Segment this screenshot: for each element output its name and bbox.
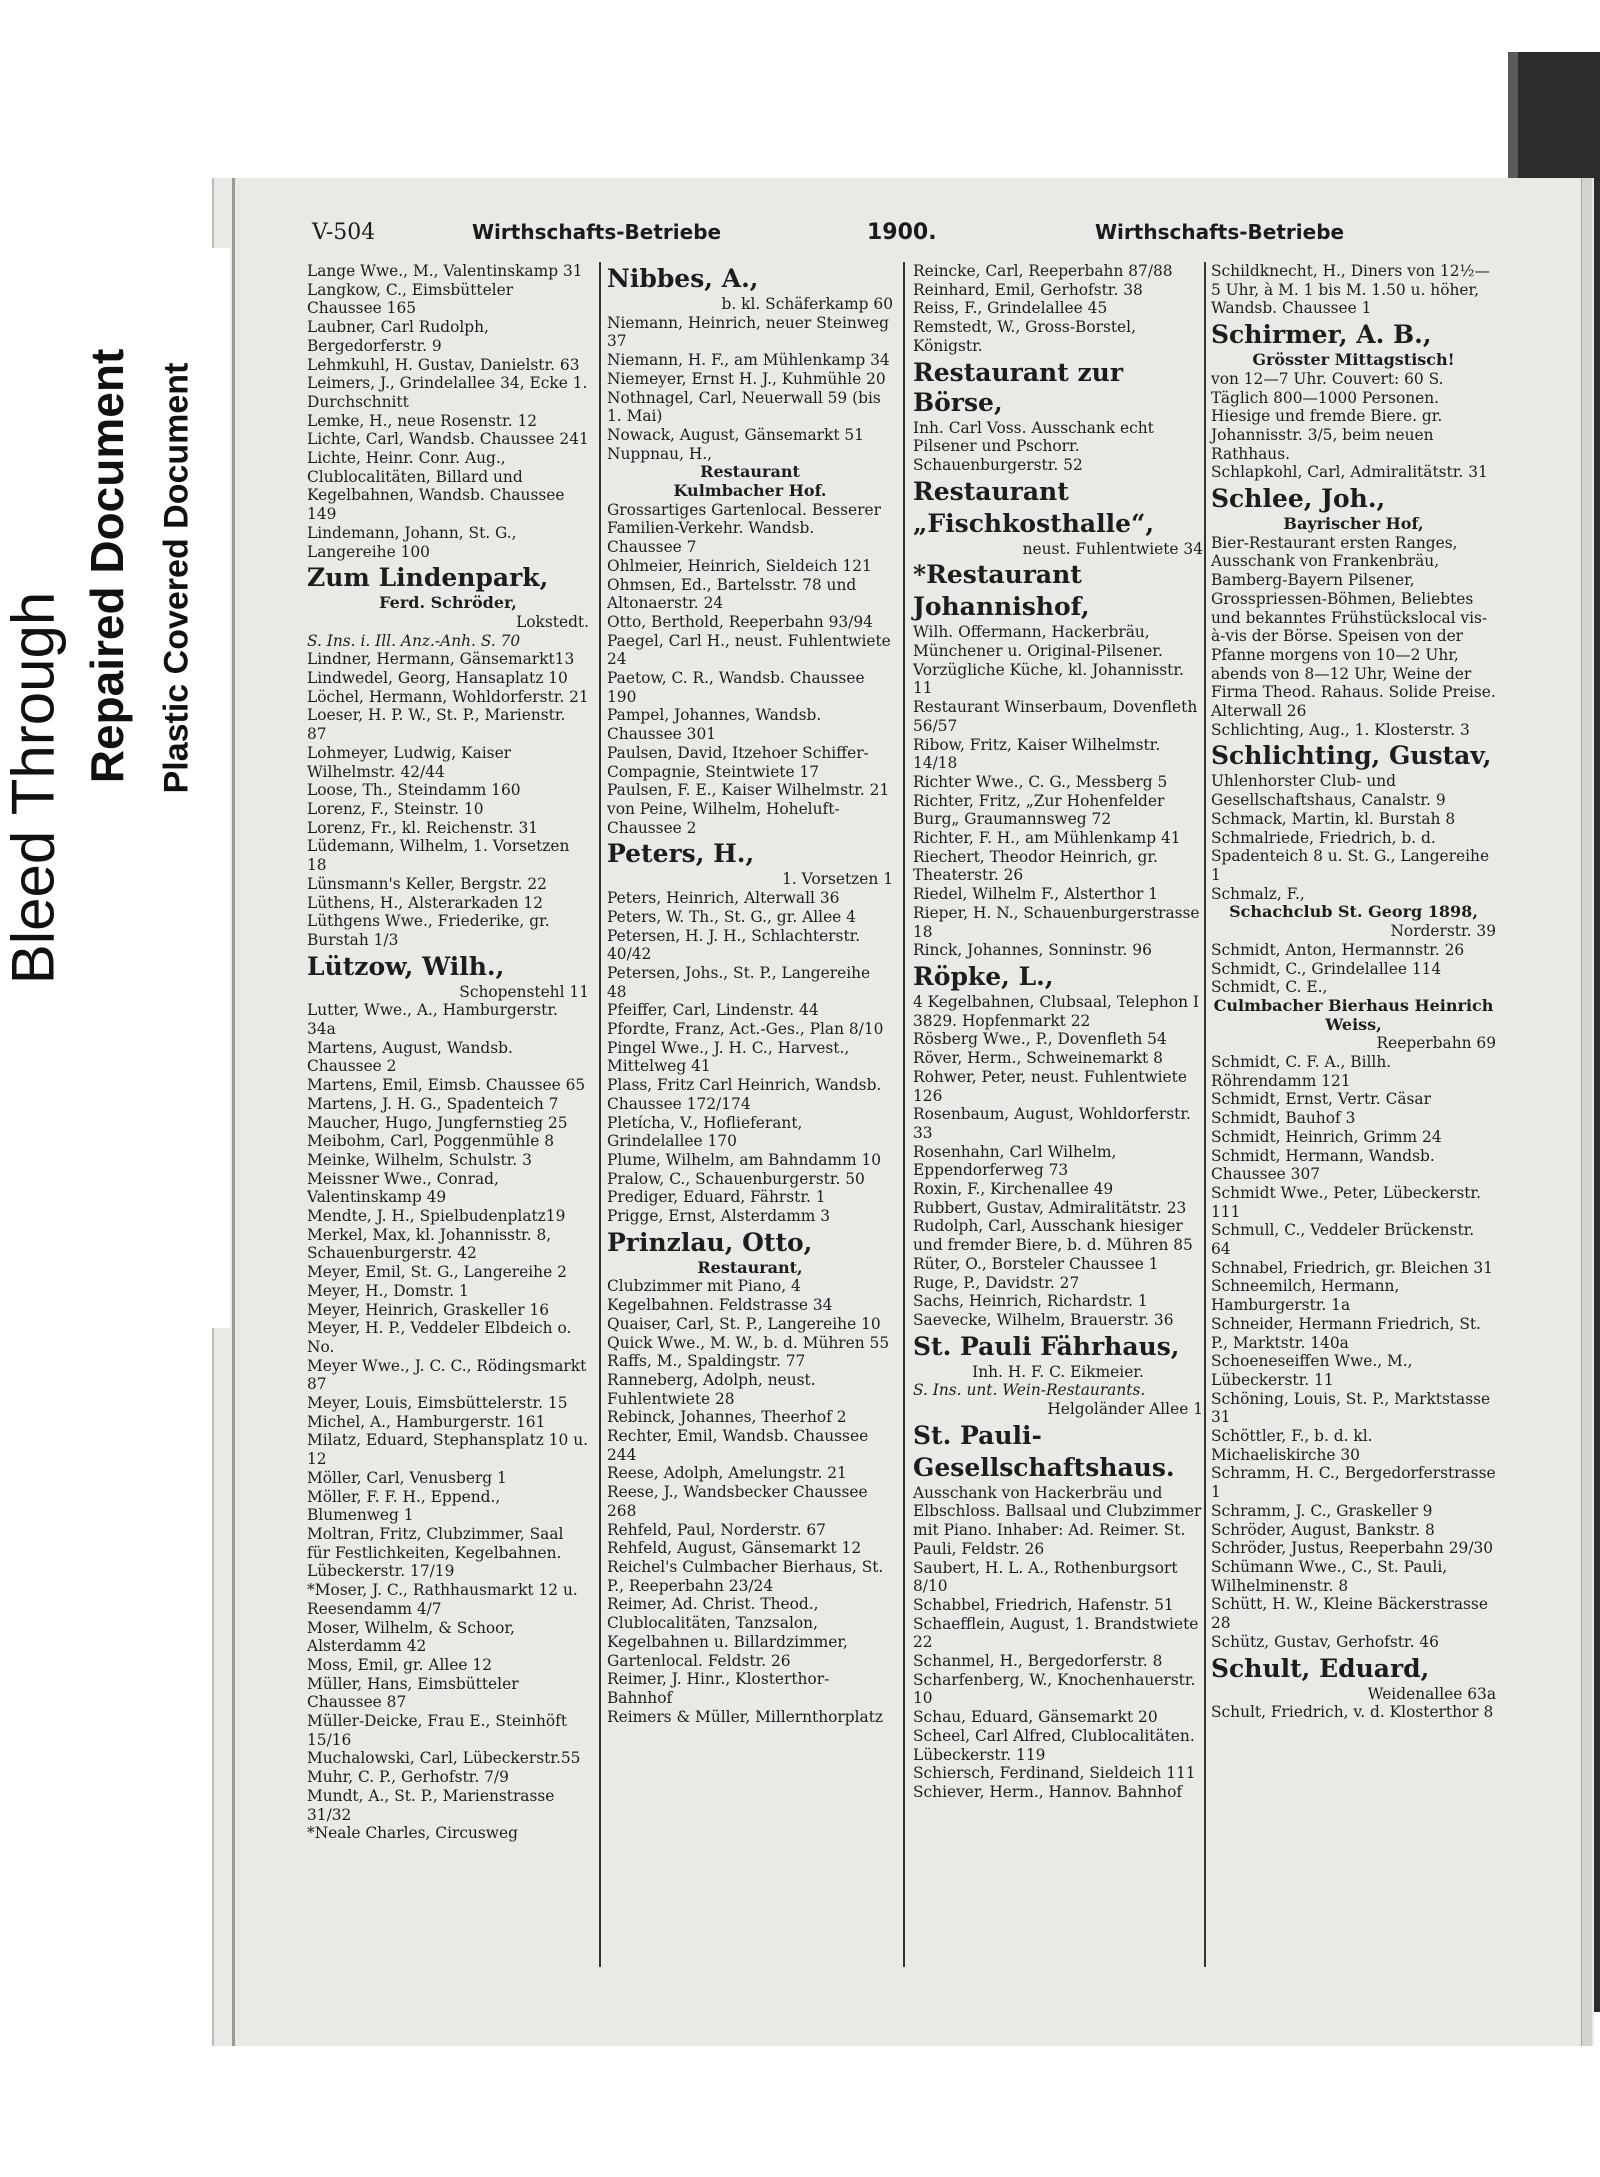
- column-rule: [599, 262, 601, 1967]
- side-label-card: [0, 248, 230, 1328]
- directory-entry: Meyer, Louis, Eimsbüttelerstr. 15: [307, 1394, 568, 1413]
- directory-entry: S. Ins. i. Ill. Anz.-Anh. S. 70: [307, 631, 521, 650]
- directory-entry: Moser, Wilhelm, & Schoor, Alsterdamm 42: [307, 1618, 515, 1656]
- directory-entry: Rösberg Wwe., P., Dovenfleth 54: [913, 1030, 1167, 1049]
- directory-entry: Loose, Th., Steindamm 160: [307, 781, 521, 800]
- directory-entry: Lorenz, F., Steinstr. 10: [307, 799, 484, 818]
- directory-entry: Clubzimmer mit Piano, 4 Kegelbahnen. Feldstrasse 34: [607, 1277, 833, 1315]
- directory-entry: Müller, Hans, Eimsbütteler Chaussee 87: [307, 1674, 519, 1712]
- directory-entry: Schütz, Gustav, Gerhofstr. 46: [1211, 1632, 1439, 1651]
- directory-entry: Lünsmann's Keller, Bergstr. 22: [307, 874, 547, 893]
- directory-entry: Schütt, H. W., Kleine Bäckerstrasse 28: [1211, 1595, 1488, 1633]
- directory-entry: 1. Vorsetzen 1: [782, 870, 893, 889]
- directory-entry: Lange Wwe., M., Valentinskamp 31: [307, 262, 583, 280]
- directory-entry: Martens, Emil, Eimsb. Chaussee 65: [307, 1076, 586, 1095]
- directory-entry: Plass, Fritz Carl Heinrich, Wandsb. Chaussee 172/174: [607, 1076, 882, 1113]
- directory-entry: Schöttler, F., b. d. kl. Michaeliskirche 30: [1211, 1427, 1373, 1464]
- directory-entry: Moss, Emil, gr. Allee 12: [307, 1655, 493, 1674]
- directory-entry: Schiever, Herm., Hannov. Bahnhof: [913, 1783, 1183, 1801]
- directory-entry: Schnabel, Friedrich, gr. Bleichen 31: [1211, 1258, 1493, 1277]
- directory-entry: Bier-Restaurant ersten Ranges, Ausschank von Frankenbräu, Bamberg-Bayern Pilsener, Grosspriessen-Böhmen, Beliebtes und bekanntes Frühstückslocal vis-à-vis der Börse. Speisen von der Pfanne morgens von 10—2 Uhr, abends von 8—12 Uhr, Weine der Firma Theod. Rahaus. Solide Preise. Alterwall 26: [1211, 533, 1496, 721]
- directory-entry: Schröder, Justus, Reeperbahn 29/30: [1211, 1539, 1494, 1558]
- directory-entry: Helgoländer Allee 1: [1047, 1400, 1203, 1419]
- directory-entry: Reeperbahn 69: [1376, 1034, 1496, 1053]
- directory-entry: Merkel, Max, kl. Johannisstr. 8, Schauenburgerstr. 42: [307, 1225, 552, 1263]
- directory-entry: Weidenallee 63a: [1367, 1684, 1496, 1703]
- directory-column-2: [607, 262, 893, 1962]
- directory-column-4: [1211, 262, 1496, 1962]
- directory-entry: Schmidt, C. F. A., Billh. Röhrendamm 121: [1211, 1053, 1392, 1090]
- directory-entry: Rudolph, Carl, Ausschank hiesiger und fremder Biere, b. d. Mühren 85: [913, 1217, 1193, 1255]
- directory-entry: Lemke, H., neue Rosenstr. 12: [307, 411, 538, 430]
- directory-entry: Ranneberg, Adolph, neust. Fuhlentwiete 28: [607, 1370, 816, 1408]
- directory-entry: Gesellschaftshaus.: [913, 1452, 1175, 1482]
- directory-entry: Schramm, H. C., Bergedorferstrasse 1: [1211, 1464, 1496, 1502]
- directory-entry: Meyer, Heinrich, Graskeller 16: [307, 1300, 550, 1319]
- directory-entry: Schildknecht, H., Diners von 12½—5 Uhr, à M. 1 bis M. 1.50 u. höher, Wandsb. Chaussee 1: [1211, 262, 1490, 318]
- directory-entry: Pletícha, V., Hoflieferant, Grindelallee 170: [607, 1113, 803, 1151]
- directory-entry: Restaurant zur Börse,: [913, 357, 1124, 417]
- directory-entry: Schramm, J. C., Graskeller 9: [1211, 1501, 1433, 1520]
- directory-entry: Grösster Mittagstisch!: [1252, 350, 1455, 370]
- bleed-through-label: Bleed Through: [0, 591, 67, 985]
- column-rule: [1204, 262, 1206, 1967]
- section-title-left: Wirthschafts-Betriebe: [472, 220, 722, 244]
- directory-entry: 4 Kegelbahnen, Clubsaal, Telephon I 3829. Hopfenmarkt 22: [913, 992, 1199, 1030]
- directory-entry: Otto, Berthold, Reeperbahn 93/94: [607, 612, 873, 631]
- directory-entry: Prinzlau, Otto,: [607, 1227, 813, 1257]
- directory-entry: Lindner, Hermann, Gänsemarkt13: [307, 650, 575, 669]
- directory-entry: Rosenhahn, Carl Wilhelm, Eppendorferweg 73: [913, 1142, 1117, 1180]
- directory-entry: Lüthgens Wwe., Friederike, gr. Burstah 1/3: [307, 912, 550, 949]
- directory-entry: Petersen, Johs., St. P., Langereihe 48: [607, 963, 871, 1001]
- directory-entry: Lutter, Wwe., A., Hamburgerstr. 34a: [307, 1001, 558, 1039]
- directory-entry: Raffs, M., Spaldingstr. 77: [607, 1352, 806, 1371]
- directory-entry: Pralow, C., Schauenburgerstr. 50: [607, 1169, 865, 1188]
- directory-entry: Schneemilch, Hermann, Hamburgerstr. 1a: [1211, 1277, 1400, 1315]
- directory-column-1: [307, 262, 589, 1962]
- directory-entry: Nibbes, A.,: [607, 264, 759, 293]
- directory-entry: Lokstedt.: [516, 612, 589, 631]
- directory-entry: Lichte, Carl, Wandsb. Chaussee 241: [307, 430, 589, 449]
- directory-entry: Möller, F. F. H., Eppend., Blumenweg 1: [307, 1487, 501, 1525]
- directory-entry: Schümann Wwe., C., St. Pauli, Wilhelminenstr. 8: [1211, 1558, 1448, 1595]
- directory-entry: Schmidt, Heinrich, Grimm 24: [1211, 1127, 1442, 1146]
- directory-entry: Michel, A., Hamburgerstr. 161: [307, 1412, 546, 1431]
- directory-entry: Restaurant: [913, 476, 1069, 506]
- directory-entry: Lützow, Wilh.,: [307, 951, 505, 981]
- directory-entry: Langkow, C., Eimsbütteler Chaussee 165: [307, 280, 514, 318]
- directory-entry: Nowack, August, Gänsemarkt 51: [607, 425, 864, 444]
- directory-entry: Paulsen, David, Itzehoer Schiffer-Compagnie, Steintwiete 17: [607, 743, 869, 781]
- directory-entry: Löchel, Hermann, Wohldorferstr. 21: [307, 687, 589, 706]
- directory-entry: Saevecke, Wilhelm, Brauerstr. 36: [913, 1310, 1174, 1329]
- directory-entry: Schöning, Louis, St. P., Marktstasse 31: [1211, 1389, 1491, 1427]
- directory-entry: Meibohm, Carl, Poggenmühle 8: [307, 1132, 555, 1151]
- directory-entry: Scheel, Carl Alfred, Clublocalitäten. Lübeckerstr. 119: [913, 1726, 1195, 1764]
- directory-entry: Scharfenberg, W., Knochenhauerstr. 10: [913, 1670, 1196, 1708]
- directory-entry: Nothnagel, Carl, Neuerwall 59 (bis 1. Mai): [607, 388, 881, 426]
- directory-entry: Uhlenhorster Club- und Gesellschaftshaus, Canalstr. 9: [1211, 772, 1446, 810]
- directory-entry: Schabbel, Friedrich, Hafenstr. 51: [913, 1595, 1174, 1614]
- section-title-right: Wirthschafts-Betriebe: [1095, 220, 1345, 244]
- directory-entry: Nuppnau, H.,: [607, 444, 713, 463]
- directory-entry: Grossartiges Gartenlocal. Besserer Familien-Verkehr. Wandsb. Chaussee 7: [607, 500, 881, 557]
- directory-entry: Schmull, C., Veddeler Brückenstr. 64: [1211, 1221, 1475, 1259]
- directory-entry: neust. Fuhlentwiete 34: [1022, 539, 1203, 558]
- directory-entry: Schlichting, Gustav,: [1211, 741, 1492, 771]
- directory-entry: *Neale Charles, Circusweg: [307, 1824, 518, 1843]
- directory-entry: von Peine, Wilhelm, Hoheluft-Chaussee 2: [607, 799, 840, 837]
- directory-entry: Milatz, Eduard, Stephansplatz 10 u. 12: [307, 1431, 589, 1469]
- directory-entry: St. Pauli-: [913, 1420, 1042, 1450]
- directory-entry: Niemann, H. F., am Mühlenkamp 34: [607, 351, 890, 370]
- directory-entry: Martens, August, Wandsb. Chaussee 2: [307, 1038, 513, 1076]
- directory-entry: *Moser, J. C., Rathhausmarkt 12 u. Reesendamm 4/7: [307, 1581, 578, 1618]
- directory-entry: Schmidt Wwe., Peter, Lübeckerstr. 111: [1211, 1183, 1481, 1221]
- directory-entry: Maucher, Hugo, Jungfernstieg 25: [307, 1113, 568, 1132]
- directory-entry: Schirmer, A. B.,: [1211, 320, 1432, 350]
- directory-entry: Rosenbaum, August, Wohldorferstr. 33: [913, 1105, 1191, 1142]
- directory-entry: Rechter, Emil, Wandsb. Chaussee 244: [607, 1427, 869, 1464]
- directory-entry: Inh. Carl Voss. Ausschank echt Pilsener und Pschorr. Schauenburgerstr. 52: [913, 418, 1154, 474]
- directory-entry: Pingel Wwe., J. H. C., Harvest., Mittelweg 41: [607, 1038, 850, 1076]
- directory-entry: St. Pauli Fährhaus,: [913, 1331, 1180, 1361]
- directory-entry: Schopenstehl 11: [459, 982, 589, 1001]
- directory-entry: Meissner Wwe., Conrad, Valentinskamp 49: [307, 1169, 499, 1207]
- directory-entry: Restaurant: [700, 462, 800, 482]
- directory-entry: Reimers & Müller, Millernthorplatz: [607, 1707, 884, 1726]
- directory-entry: Schröder, August, Bankstr. 8: [1211, 1520, 1435, 1539]
- directory-entry: Schlapkohl, Carl, Admiralitätstr. 31: [1211, 463, 1488, 482]
- directory-entry: Rehfeld, Paul, Norderstr. 67: [607, 1520, 826, 1539]
- directory-entry: Schaefflein, August, 1. Brandstwiete 22: [913, 1614, 1199, 1652]
- directory-entry: Schneider, Hermann Friedrich, St. P., Marktstr. 140a: [1211, 1314, 1481, 1352]
- directory-entry: Ferd. Schröder,: [379, 593, 517, 613]
- directory-entry: Muhr, C. P., Gerhofstr. 7/9: [307, 1768, 509, 1787]
- directory-entry: „Fischkosthalle“,: [913, 508, 1155, 538]
- directory-entry: Meinke, Wilhelm, Schulstr. 3: [307, 1150, 532, 1169]
- directory-entry: Richter, F. H., am Mühlenkamp 41: [913, 829, 1181, 848]
- directory-entry: Reese, Adolph, Amelungstr. 21: [607, 1464, 847, 1483]
- directory-entry: Rehfeld, August, Gänsemarkt 12: [607, 1539, 862, 1558]
- directory-entry: Paetow, C. R., Wandsb. Chaussee 190: [607, 669, 865, 706]
- directory-entry: Leimers, J., Grindelallee 34, Ecke 1. Durchschnitt: [307, 374, 588, 411]
- directory-entry: Reese, J., Wandsbecker Chaussee 268: [607, 1483, 868, 1520]
- directory-entry: Schlichting, Aug., 1. Klosterstr. 3: [1211, 720, 1470, 739]
- directory-column-3: [913, 262, 1203, 1962]
- directory-entry: Rüter, O., Borsteler Chaussee 1: [913, 1254, 1159, 1273]
- directory-entry: Norderstr. 39: [1390, 922, 1496, 941]
- directory-entry: Sachs, Heinrich, Richardstr. 1: [913, 1292, 1148, 1311]
- directory-entry: Möller, Carl, Venusberg 1: [307, 1468, 507, 1487]
- directory-entry: Ohlmeier, Heinrich, Sieldeich 121: [607, 556, 872, 575]
- directory-entry: Moltran, Fritz, Clubzimmer, Saal für Festlichkeiten, Kegelbahnen. Lübeckerstr. 17/19: [307, 1525, 564, 1581]
- directory-entry: Lichte, Heinr. Conr. Aug., Clublocalitäten, Billard und Kegelbahnen, Wandsb. Chaussee 149: [307, 449, 565, 524]
- directory-entry: Lüdemann, Wilhelm, 1. Vorsetzen 18: [307, 837, 570, 875]
- directory-entry: Lindemann, Johann, St. G., Langereihe 100: [307, 523, 517, 561]
- directory-entry: S. Ins. unt. Wein-Restaurants.: [913, 1381, 1146, 1400]
- directory-entry: Ausschank von Hackerbräu und Elbschloss. Ballsaal und Clubzimmer mit Piano. Inhaber: Ad. Reimer. St. Pauli, Feldstr. 26: [913, 1483, 1202, 1558]
- directory-entry: Plume, Wilhelm, am Bahndamm 10: [607, 1150, 882, 1169]
- directory-entry: Röver, Herm., Schweinemarkt 8: [913, 1049, 1163, 1068]
- directory-entry: Meyer Wwe., J. C. C., Rödingsmarkt 87: [307, 1356, 587, 1394]
- directory-entry: Loeser, H. P. W., St. P., Marienstr. 87: [307, 706, 566, 744]
- directory-entry: Lüthens, H., Alsterarkaden 12: [307, 893, 543, 912]
- directory-entry: Reimer, J. Hinr., Klosterthor-Bahnhof: [607, 1670, 830, 1707]
- directory-entry: Schachclub St. Georg 1898,: [1229, 902, 1478, 922]
- page-number: V-504: [312, 220, 376, 245]
- directory-entry: Martens, J. H. G., Spadenteich 7: [307, 1094, 559, 1113]
- directory-entry: Quaiser, Carl, St. P., Langereihe 10: [607, 1314, 881, 1333]
- repaired-document-label: Repaired Document: [81, 348, 133, 784]
- directory-entry: Rinck, Johannes, Sonninstr. 96: [913, 941, 1152, 960]
- directory-entry: Pampel, Johannes, Wandsb. Chaussee 301: [607, 706, 822, 744]
- directory-entry: Saubert, H. L. A., Rothenburgsort 8/10: [913, 1558, 1178, 1596]
- directory-entry: Lorenz, Fr., kl. Reichenstr. 31: [307, 818, 539, 837]
- directory-entry: *Restaurant: [913, 560, 1082, 590]
- directory-entry: Restaurant Winserbaum, Dovenfleth 56/57: [913, 698, 1198, 735]
- directory-entry: Prediger, Eduard, Fährstr. 1: [607, 1188, 826, 1207]
- directory-entry: Johannishof,: [913, 592, 1090, 622]
- directory-entry: Schmidt, Hermann, Wandsb. Chaussee 307: [1211, 1146, 1435, 1184]
- directory-entry: Lohmeyer, Ludwig, Kaiser Wilhelmstr. 42/44: [307, 743, 512, 781]
- directory-entry: Schult, Friedrich, v. d. Klosterthor 8: [1211, 1703, 1494, 1722]
- directory-entry: Reichel's Culmbacher Bierhaus, St. P., Reeperbahn 23/24: [607, 1558, 884, 1595]
- directory-entry: Zum Lindenpark,: [307, 563, 549, 593]
- directory-entry: Schoeneseiffen Wwe., M., Lübeckerstr. 11: [1211, 1352, 1413, 1389]
- directory-entry: Culmbacher Bierhaus Heinrich Weiss,: [1213, 995, 1494, 1034]
- directory-entry: Reinhard, Emil, Gerhofstr. 38: [913, 280, 1143, 299]
- directory-entry: Peters, Heinrich, Alterwall 36: [607, 889, 840, 908]
- directory-entry: Rubbert, Gustav, Admiralitätstr. 23: [913, 1198, 1187, 1217]
- directory-entry: Rebinck, Johannes, Theerhof 2: [607, 1408, 847, 1427]
- directory-entry: Schlee, Joh.,: [1211, 484, 1386, 514]
- directory-entry: Rieper, H. N., Schauenburgerstrasse 18: [913, 903, 1200, 941]
- directory-entry: Meyer, Emil, St. G., Langereihe 2: [307, 1263, 567, 1282]
- directory-entry: Reimer, Ad. Christ. Theod., Clublocalitäten, Tanzsalon, Kegelbahnen u. Billardzimmer, Gartenlocal. Feldstr. 26: [607, 1595, 848, 1670]
- directory-entry: Schmidt, Anton, Hermannstr. 26: [1211, 940, 1465, 959]
- directory-entry: Peters, W. Th., St. G., gr. Allee 4: [607, 907, 856, 926]
- directory-entry: Meyer, H., Domstr. 1: [307, 1281, 469, 1300]
- directory-entry: Bayrischer Hof,: [1283, 514, 1424, 534]
- directory-entry: Muchalowski, Carl, Lübeckerstr.55: [307, 1749, 581, 1768]
- directory-entry: Reiss, F., Grindelallee 45: [913, 299, 1108, 318]
- directory-entry: Niemann, Heinrich, neuer Steinweg 37: [607, 313, 889, 351]
- directory-entry: Paegel, Carl H., neust. Fuhlentwiete 24: [607, 631, 891, 669]
- plastic-covered-label: Plastic Covered Document: [157, 362, 196, 794]
- directory-entry: Petersen, H. J. H., Schlachterstr. 40/42: [607, 926, 861, 964]
- directory-entry: von 12—7 Uhr. Couvert: 60 S. Täglich 800—1000 Personen. Hiesige und fremde Biere. gr. Johannisstr. 3/5, beim neuen Rathhaus.: [1211, 369, 1444, 463]
- directory-entry: Inh. H. F. C. Eikmeier.: [972, 1362, 1144, 1381]
- directory-entry: Lindwedel, Georg, Hansaplatz 10: [307, 669, 568, 688]
- directory-entry: Niemeyer, Ernst H. J., Kuhmühle 20: [607, 369, 886, 388]
- directory-entry: Schmidt, C., Grindelallee 114: [1211, 959, 1442, 978]
- directory-entry: Rohwer, Peter, neust. Fuhlentwiete 126: [913, 1067, 1187, 1105]
- directory-entry: Laubner, Carl Rudolph, Bergedorferstr. 9: [307, 318, 489, 355]
- column-rule: [903, 262, 905, 1967]
- directory-entry: Riechert, Theodor Heinrich, gr. Theaterstr. 26: [913, 847, 1158, 885]
- directory-entry: Meyer, H. P., Veddeler Elbdeich o. No.: [307, 1319, 572, 1356]
- directory-entry: Wilh. Offermann, Hackerbräu, Münchener u. Original-Pilsener. Vorzügliche Küche, kl. Johannisstr. 11: [913, 623, 1184, 698]
- directory-entry: Pfeiffer, Carl, Lindenstr. 44: [607, 1001, 819, 1020]
- directory-entry: Richter, Fritz, „Zur Hohenfelder Burg„ Graumannsweg 72: [913, 791, 1165, 829]
- directory-entry: Reincke, Carl, Reeperbahn 87/88: [913, 262, 1173, 280]
- directory-entry: Müller-Deicke, Frau E., Steinhöft 15/16: [307, 1712, 568, 1749]
- directory-entry: Schmidt, C. E.,: [1211, 978, 1328, 997]
- directory-entry: Schmack, Martin, kl. Burstah 8: [1211, 809, 1456, 828]
- directory-entry: Schiersch, Ferdinand, Sieldeich 111: [913, 1764, 1196, 1783]
- directory-entry: Ohmsen, Ed., Bartelsstr. 78 und Altonaerstr. 24: [607, 575, 857, 613]
- directory-entry: Schmalriede, Friedrich, b. d. Spadenteich 8 u. St. G., Langereihe 1: [1211, 828, 1490, 884]
- directory-entry: Schmidt, Ernst, Vertr. Cäsar Schmidt, Bauhof 3: [1211, 1090, 1431, 1128]
- directory-entry: Ruge, P., Davidstr. 27: [913, 1273, 1080, 1292]
- directory-entry: Roxin, F., Kirchenallee 49: [913, 1180, 1114, 1199]
- directory-entry: Richter Wwe., C. G., Messberg 5: [913, 772, 1168, 791]
- directory-entry: Remstedt, W., Gross-Borstel, Königstr.: [913, 318, 1136, 355]
- directory-entry: Röpke, L.,: [913, 961, 1054, 991]
- directory-entry: Schau, Eduard, Gänsemarkt 20: [913, 1708, 1158, 1727]
- directory-entry: Prigge, Ernst, Alsterdamm 3: [607, 1207, 831, 1226]
- running-header: [312, 220, 1345, 256]
- year: 1900.: [867, 220, 937, 245]
- directory-entry: b. kl. Schäferkamp 60: [721, 295, 893, 313]
- directory-entry: Schult, Eduard,: [1211, 1653, 1430, 1683]
- directory-entry: Restaurant,: [697, 1257, 803, 1277]
- directory-entry: Ribow, Fritz, Kaiser Wilhelmstr. 14/18: [913, 735, 1161, 773]
- directory-entry: Paulsen, F. E., Kaiser Wilhelmstr. 21: [607, 781, 890, 800]
- directory-entry: Schanmel, H., Bergedorferstr. 8: [913, 1652, 1163, 1671]
- directory-entry: Schmalz, F.,: [1211, 884, 1305, 903]
- directory-entry: Peters, H.,: [607, 839, 755, 869]
- directory-entry: Quick Wwe., M. W., b. d. Mühren 55: [607, 1333, 890, 1352]
- directory-entry: Mendte, J. H., Spielbudenplatz19: [307, 1207, 566, 1226]
- directory-entry: Lehmkuhl, H. Gustav, Danielstr. 63: [307, 355, 580, 374]
- directory-entry: Mundt, A., St. P., Marienstrasse 31/32: [307, 1786, 555, 1824]
- directory-entry: Pfordte, Franz, Act.-Ges., Plan 8/10: [607, 1020, 884, 1039]
- directory-entry: Riedel, Wilhelm F., Alsterthor 1: [913, 885, 1159, 904]
- directory-entry: Kulmbacher Hof.: [673, 481, 827, 501]
